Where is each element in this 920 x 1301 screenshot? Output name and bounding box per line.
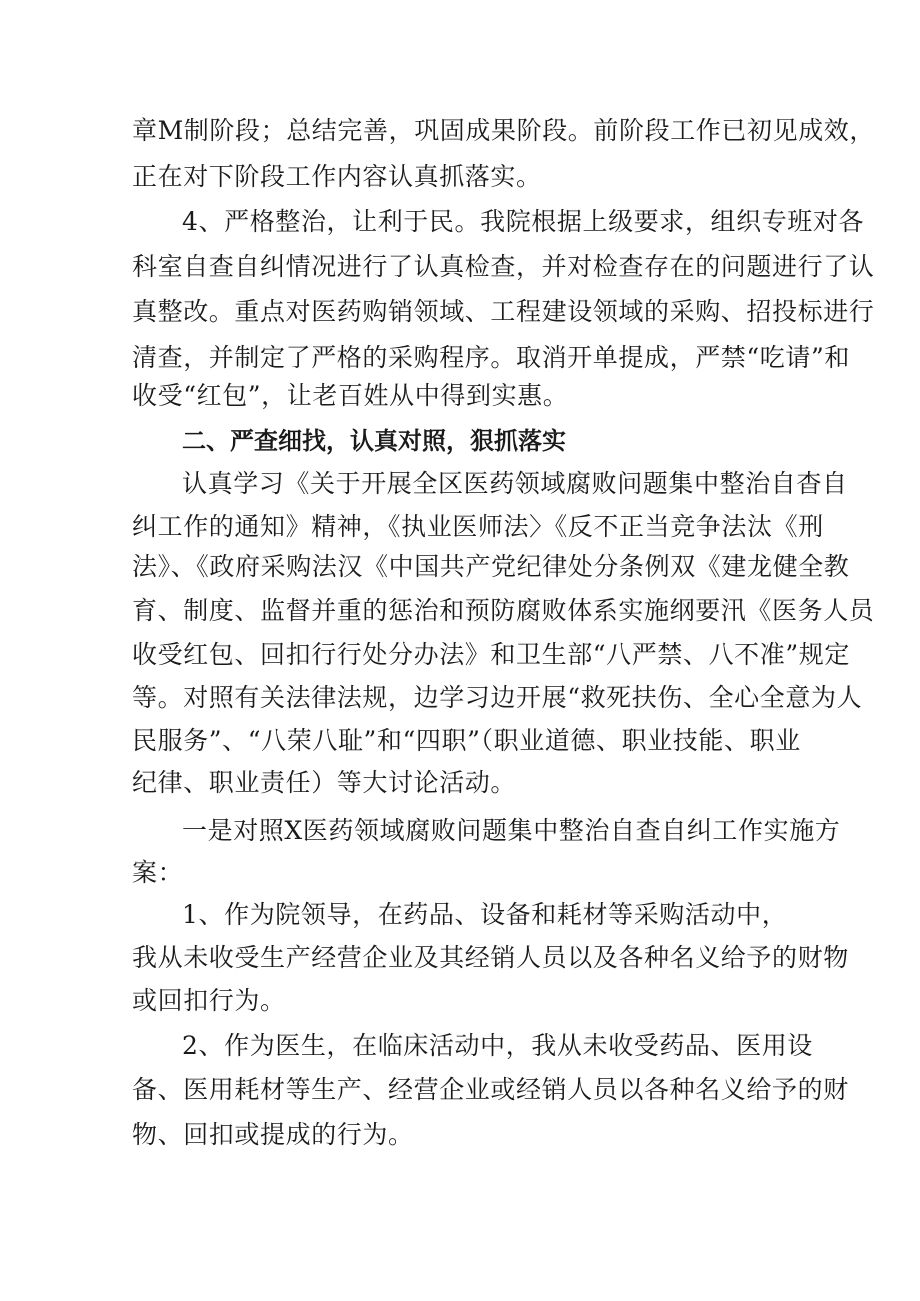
text-line: 纠工作的通知》精神，《执业医师法〉《反不正当竞争法汰《刑 [132, 512, 824, 541]
text-line: 1、作为院领导，在药品、设备和耗材等采购活动中， [182, 900, 788, 929]
text-line: 收受红包、回扣行行处分办法》和卫生部“八严禁、八不准”规定 [132, 640, 850, 669]
text-line: 一是对照X医药领域腐败问题集中整治自查自纠工作实施方 [182, 816, 841, 845]
text-line: 物、回扣或提成的行为。 [132, 1120, 414, 1149]
text-line: 纪律、职业责任）等大讨论活动。 [132, 768, 517, 797]
text-line: 案： [132, 858, 184, 887]
text-line: 认真学习《关于开展全区医药领域腐败问题集中整治自杳自 [182, 469, 848, 498]
text-line: 备、医用耗材等生产、经营企业或经销人员以各种名义给予的财 [132, 1075, 849, 1104]
text-line: 或回扣行为。 [132, 986, 286, 1015]
text-line: 法》、《政府采购法汉《中国共产党纪律处分条例双《建龙健全教 [132, 552, 850, 581]
text-line: 科室自查自纠情况进行了认真检查，并对检查存在的问题进行了认 [132, 252, 875, 281]
text-line: 我从未收受生产经营企业及其经销人员以及各种名义给予的财物 [132, 943, 849, 972]
text-line: 民服务”、“八荣八耻”和“四职”（职业道德、职业技能、职业 [132, 726, 801, 755]
text-line: 2、作为医生，在临床活动中，我从未收受药品、医用设 [182, 1031, 813, 1060]
text-line: 等。对照有关法律法规，边学习边开展“救死扶伤、全心全意为人 [132, 683, 863, 712]
text-line: 真整改。重点对医药购销领域、工程建设领域的采购、招投标进行 [132, 297, 875, 326]
text-line: 收受“红包”，让老百姓从中得到实惠。 [132, 381, 569, 410]
text-line: 章M制阶段；总结完善，巩固成果阶段。前阶段工作已初见成效， [132, 116, 876, 145]
section-heading: 二、严查细找，认真对照，狠抓落实 [182, 427, 566, 455]
text-line: 育、制度、监督并重的惩治和预防腐败体系实施纲要汛《医务人员 [132, 596, 875, 625]
text-line: 4、严格整治，让利于民。我院根据上级要求，组织专班对各 [182, 207, 865, 236]
text-line: 清查，并制定了严格的采购程序。取消开单提成，严禁“吃请”和 [132, 343, 850, 372]
text-line: 正在对下阶段工作内容认真抓落实。 [132, 162, 542, 191]
